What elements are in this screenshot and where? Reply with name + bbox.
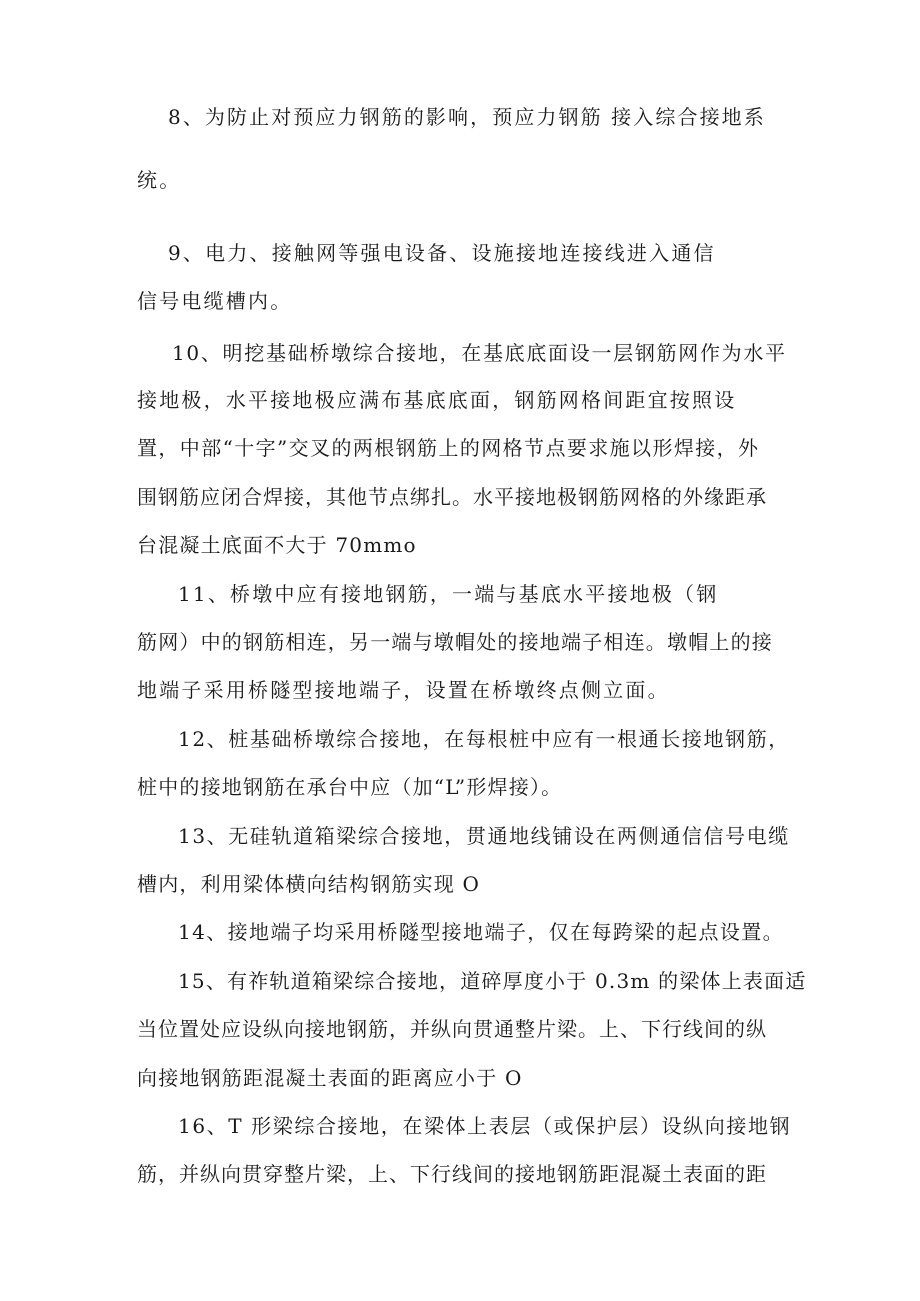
item-9-line-2: 信号电缆槽内。 <box>137 289 293 313</box>
item-11-line-1: 11、桥墩中应有接地钢筋，一端与基底水平接地极（钢 <box>178 582 719 606</box>
item-16-line-2: 筋，并纵向贯穿整片梁，上、下行线间的接地钢筋距混凝土表面的距 <box>137 1162 767 1186</box>
item-10-line-2: 接地极，水平接地极应满布基底底面，钢筋网格间距宜按照设 <box>137 388 737 412</box>
item-10-line-3: 置，中部“十字”交叉的两根钢筋上的网格节点要求施以形焊接，外 <box>137 436 760 460</box>
item-15-line-3: 向接地钢筋距混凝土表面的距离应小于 O <box>137 1066 523 1090</box>
item-8-line-2: 统。 <box>137 168 182 192</box>
item-10-line-4: 围钢筋应闭合焊接，其他节点绑扎。水平接地极钢筋网格的外缘距承 <box>137 485 767 509</box>
item-15-line-1: 15、有祚轨道箱梁综合接地，道碎厚度小于 0.3m 的梁体上表面适 <box>178 969 807 993</box>
item-11-line-3: 地端子采用桥隧型接地端子，设置在桥墩终点侧立面。 <box>137 678 670 702</box>
item-13-line-2: 槽内，利用梁体横向结构钢筋实现 O <box>137 872 481 896</box>
item-9-line-1: 9、电力、接触网等强电设备、设施接地连接线进入通信 <box>168 241 716 265</box>
item-12-line-1: 12、桩基础桥墩综合接地，在每根桩中应有一根通长接地钢筋， <box>178 727 790 751</box>
item-10-line-1: 10、明挖基础桥墩综合接地，在基底底面设一层钢筋网作为水平 <box>172 341 787 365</box>
item-8-line-1: 8、为防止对预应力钢筋的影响，预应力钢筋 接入综合接地系 <box>168 105 766 129</box>
item-14-line-1: 14、接地端子均采用桥隧型接地端子，仅在每跨梁的起点设置。 <box>178 920 785 944</box>
item-10-line-5: 台混凝土底面不大于 70mmo <box>137 533 417 557</box>
item-11-line-2: 筋网）中的钢筋相连，另一端与墩帽处的接地端子相连。墩帽上的接 <box>137 630 773 654</box>
item-16-line-1: 16、T 形梁综合接地，在梁体上表层（或保护层）设纵向接地钢 <box>178 1114 792 1138</box>
item-15-line-2: 当位置处应设纵向接地钢筋，并纵向贯通整片梁。上、下行线间的纵 <box>137 1017 767 1041</box>
item-12-line-2: 桩中的接地钢筋在承台中应（加“L”形焊接）。 <box>137 775 563 799</box>
item-13-line-1: 13、无硅轨道箱梁综合接地，贯通地线铺设在两侧通信信号电缆 <box>178 824 790 848</box>
